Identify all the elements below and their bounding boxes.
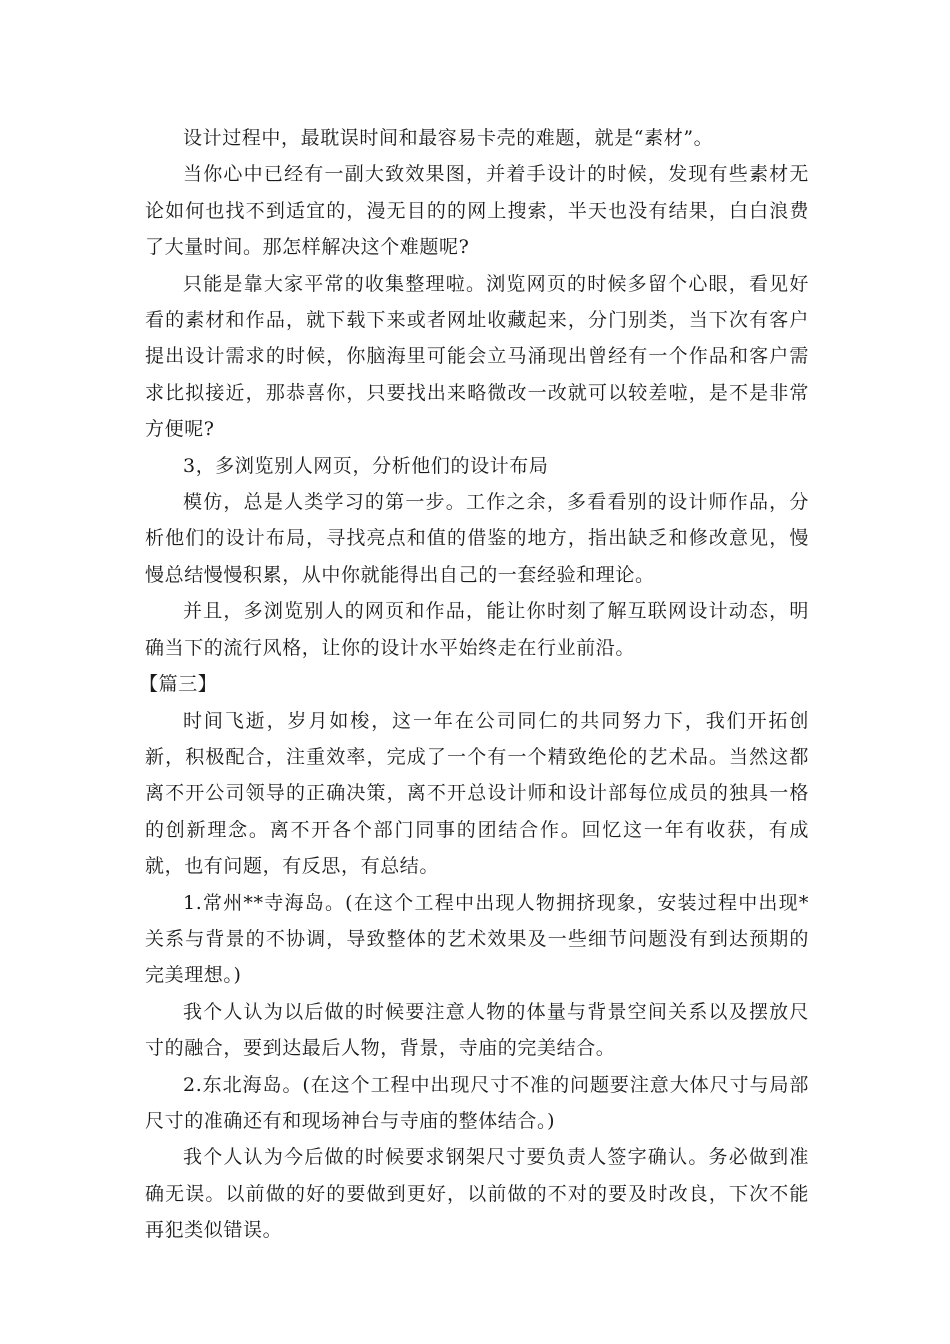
paragraph-opinion-2: 我个人认为今后做的时候要求钢架尺寸要负责人签字确认。务必做到准确无误。以前做的好的要做到更好，以前做的不对的要及时改良，下次不能再犯类似错误。: [145, 1146, 809, 1242]
paragraph-trends: 并且，多浏览别人的网页和作品，能让你时刻了解互联网设计动态，明确当下的流行风格，让你的设计水平始终走在行业前沿。: [145, 600, 809, 659]
paragraph-search-waste: 当你心中已经有一副大致效果图，并着手设计的时候，发现有些素材无论如何也找不到适宜的，漫无目的的网上搜索，半天也没有结果，白白浪费了大量时间。那怎样解决这个难题呢?: [145, 163, 809, 259]
paragraph-project-1: 1.常州**寺海岛。(在这个工程中出现人物拥挤现象，安装过程中出现*关系与背景的不协调，导致整体的艺术效果及一些细节问题没有到达预期的完美理想。): [145, 891, 809, 987]
paragraph-material-problem: 设计过程中，最耽误时间和最容易卡壳的难题，就是“素材”。: [183, 127, 714, 149]
section-heading: 【篇三】: [139, 673, 218, 696]
paragraph-project-2: 2.东北海岛。(在这个工程中出现尺寸不准的问题要注意大体尺寸与局部尺寸的准确还有和现场神台与寺庙的整体结合。): [145, 1073, 809, 1132]
paragraph-collect-materials: 只能是靠大家平常的收集整理啦。浏览网页的时候多留个心眼，看见好看的素材和作品，就下载下来或者网址收藏起来，分门别类，当下次有客户提出设计需求的时候，你脑海里可能会立马涌现出曾经有一个作品和客户需求比拟接近，那恭喜你，只要找出来略微改一改就可以较差啦，是不是非常方便呢?: [145, 272, 809, 441]
paragraph-year-summary: 时间飞逝，岁月如梭，这一年在公司同仁的共同努力下，我们开拓创新，积极配合，注重效率，完成了一个有一个精致绝伦的艺术品。当然这都离不开公司领导的正确决策，离不开总设计师和设计部每位成员的独具一格的创新理念。离不开各个部门同事的团结合作。回忆这一年有收获，有成就，也有问题，有反思，有总结。: [145, 709, 809, 878]
paragraph-tip-3: 3，多浏览别人网页，分析他们的设计布局: [183, 454, 549, 477]
paragraph-imitation: 模仿，总是人类学习的第一步。工作之余，多看看别的设计师作品，分析他们的设计布局，寻找亮点和值的借鉴的地方，指出缺乏和修改意见，慢慢总结慢慢积累，从中你就能得出自己的一套经验和理论。: [145, 491, 809, 586]
paragraph-opinion-1: 我个人认为以后做的时候要注意人物的体量与背景空间关系以及摆放尺寸的融合，要到达最后人物，背景，寺庙的完美结合。: [145, 1000, 809, 1060]
document-page: [139, 120, 809, 1249]
